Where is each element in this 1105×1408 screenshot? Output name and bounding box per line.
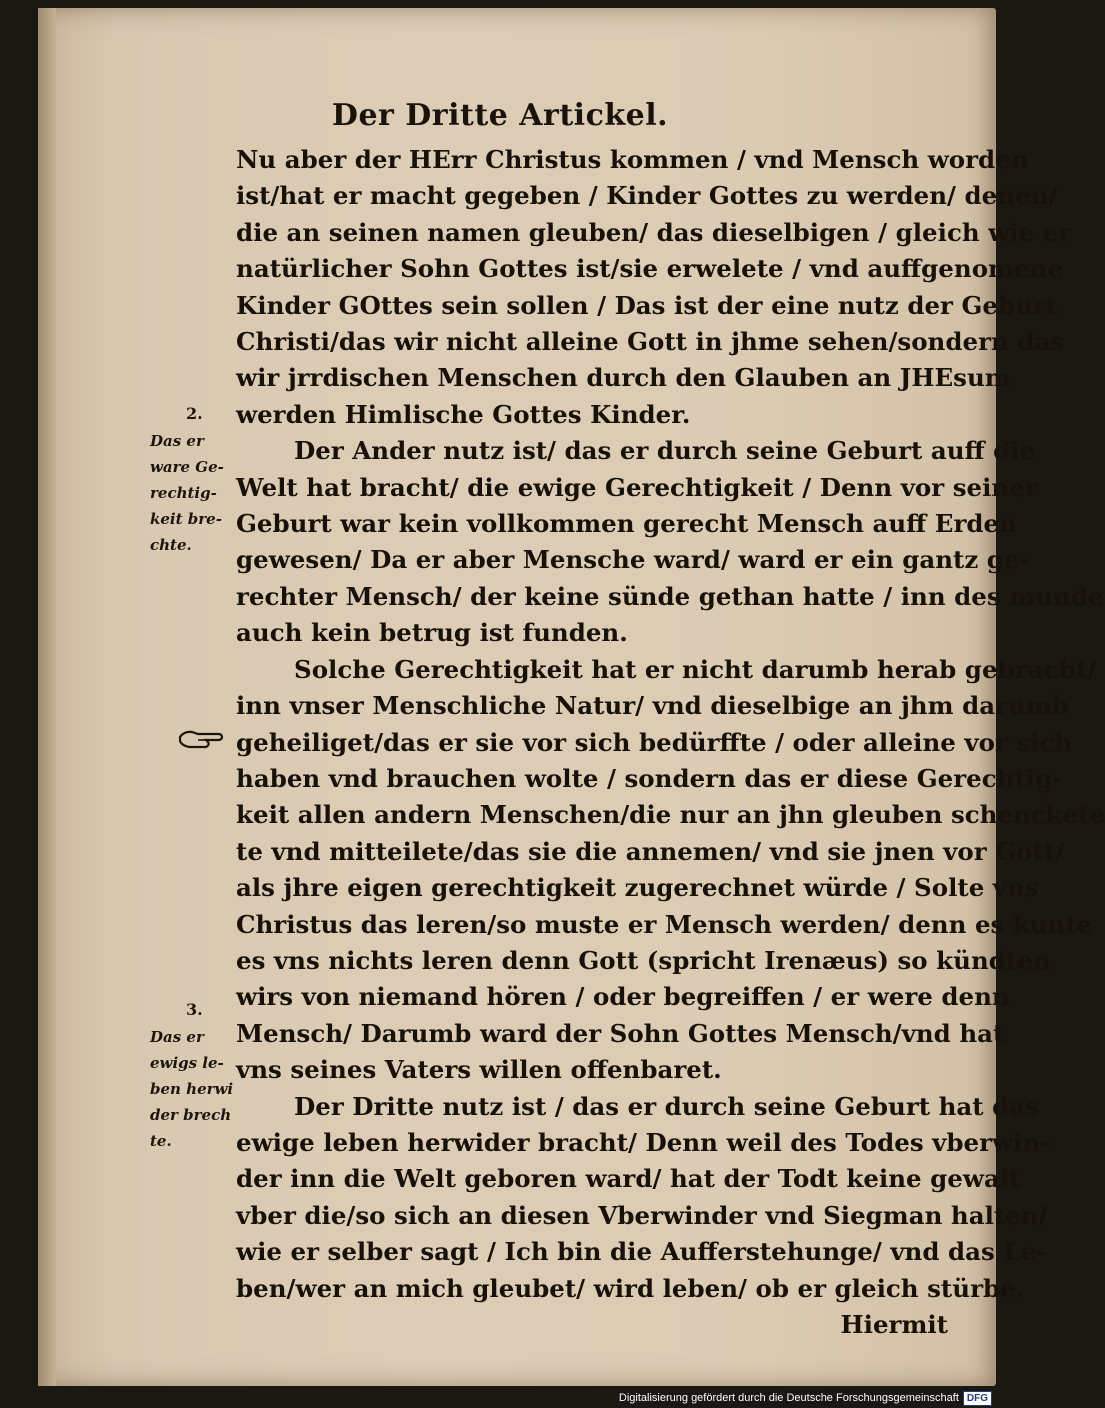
- margin-note: [150, 1024, 246, 1154]
- text-line: Geburt war kein vollkommen gerecht Mensch auff Erden: [236, 509, 1017, 539]
- page-edge: [38, 8, 56, 1386]
- text-line: Kinder GOttes sein sollen / Das ist der eine nutz der Geburt: [236, 290, 1058, 320]
- text-line: der inn die Welt geboren ward/ hat der Todt keine gewalt: [236, 1164, 1021, 1194]
- text-line: ben/wer an mich gleubet/ wird leben/ ob er gleich stürbe.: [236, 1273, 1025, 1303]
- text-line: wirs von niemand hören / oder begreiffen / er were denn: [236, 982, 1010, 1012]
- text-line: haben vnd brauchen wolte / sondern das er diese Gerechtig-: [236, 763, 1063, 793]
- pointing-hand-icon: [178, 728, 224, 750]
- margin-note-line: Das er: [150, 1028, 204, 1046]
- text-line: Solche Gerechtigkeit hat er nicht darumb herab gebracht/: [294, 654, 1097, 684]
- margin-number: 3.: [186, 1000, 203, 1019]
- margin-note-line: ewigs le-: [150, 1054, 224, 1072]
- footer: [619, 1389, 992, 1407]
- text-line: Christus das leren/so muste er Mensch werden/ denn es kunte: [236, 909, 1093, 939]
- margin-note-line: rechtig-: [150, 484, 217, 502]
- margin-note-line: der brech: [150, 1106, 232, 1124]
- body-text: [236, 142, 1105, 1343]
- text-line: als jhre eigen gerechtigkeit zugerechnet würde / Solte vns: [236, 873, 1039, 903]
- footer-text: Digitalisierung gefördert durch die Deutsche Forschungsgemeinschaft: [618, 1392, 959, 1404]
- text-line: inn vnser Menschliche Natur/ vnd dieselbige an jhm darumb: [236, 691, 1069, 721]
- margin-note-line: ware Ge-: [150, 458, 224, 476]
- margin-note-line: keit bre-: [150, 510, 222, 528]
- text-line: Christi/das wir nicht alleine Gott in jhme sehen/sondern das: [236, 327, 1065, 357]
- text-line: Welt hat bracht/ die ewige Gerechtigkeit / Denn vor seiner: [236, 472, 1038, 502]
- text-line: Nu aber der HErr Christus kommen / vnd Mensch worden: [236, 145, 1029, 174]
- text-line: Der Dritte nutz ist / das er durch seine Geburt hat das: [294, 1091, 1039, 1121]
- text-line: es vns nichts leren denn Gott (spricht Irenæus) so kündten: [236, 945, 1051, 975]
- margin-note-line: te.: [150, 1132, 172, 1150]
- catchword: Hiermit: [840, 1310, 948, 1339]
- text-line: Mensch/ Darumb ward der Sohn Gottes Mensch/vnd hat: [236, 1018, 1005, 1048]
- text-line: natürlicher Sohn Gottes ist/sie erwelete / vnd auffgenomene: [236, 254, 1063, 284]
- margin-note-line: ben herwi: [150, 1080, 234, 1098]
- text-line: geheiliget/das er sie vor sich bedürffte / oder alleine vor sich: [236, 727, 1073, 757]
- margin-note-line: chte.: [150, 536, 192, 554]
- margin-note: [150, 428, 246, 558]
- page-header: Der Dritte Artickel.: [331, 98, 669, 133]
- dfg-logo: DFG: [963, 1391, 992, 1406]
- text-line: Der Ander nutz ist/ das er durch seine Geburt auff die: [294, 436, 1036, 466]
- text-line: wir jrrdischen Menschen durch den Glauben an JHEsum: [236, 363, 1011, 393]
- margin-number: 2.: [186, 404, 203, 423]
- text-line: te vnd mitteilete/das sie die annemen/ vnd sie jnen vor Gott/: [236, 836, 1065, 866]
- text-line: ewige leben herwider bracht/ Denn weil des Todes vberwin-: [236, 1127, 1051, 1157]
- text-line: auch kein betrug ist funden.: [236, 618, 628, 648]
- text-line: vns seines Vaters willen offenbaret.: [236, 1055, 722, 1085]
- text-line: keit allen andern Menschen/die nur an jhn gleuben schenckete: [236, 800, 1105, 830]
- text-line: die an seinen namen gleuben/ das dieselbigen / gleich wie er: [236, 217, 1072, 247]
- text-line: werden Himlische Gottes Kinder.: [236, 399, 691, 429]
- text-line: ist/hat er macht gegeben / Kinder Gottes zu werden/ denen/: [236, 181, 1058, 211]
- margin-note-line: Das er: [150, 432, 204, 450]
- text-line: vber die/so sich an diesen Vberwinder vnd Siegman halten/: [236, 1200, 1048, 1230]
- text-line: rechter Mensch/ der keine sünde gethan hatte / inn des munde: [236, 581, 1104, 611]
- text-line: wie er selber sagt / Ich bin die Aufferstehunge/ vnd das Le-: [236, 1237, 1047, 1267]
- text-line: gewesen/ Da er aber Mensche ward/ ward er ein gantz ge-: [236, 545, 1030, 575]
